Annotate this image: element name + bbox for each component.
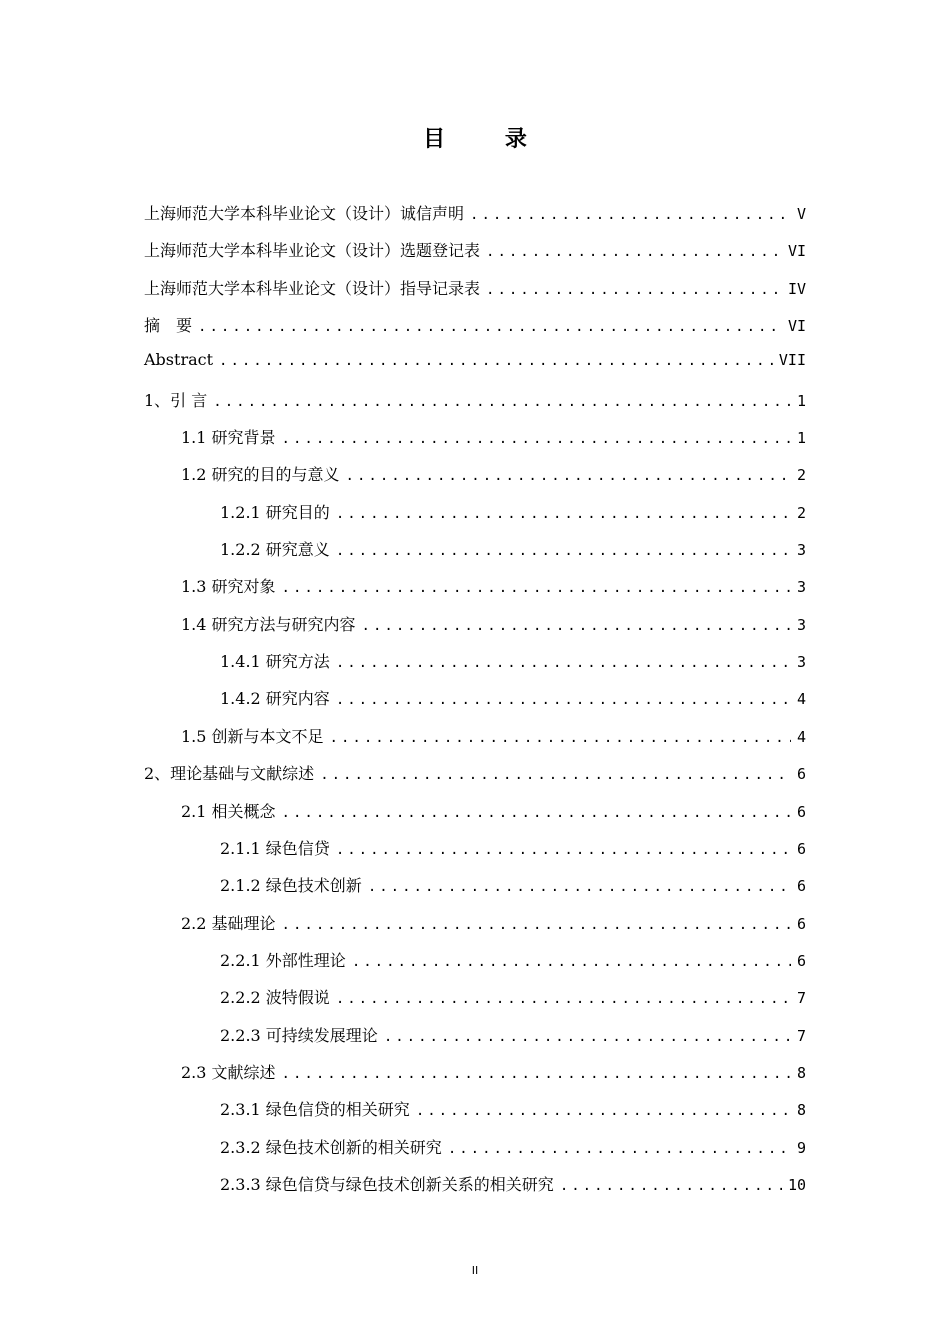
toc-leader-dots [282, 917, 791, 933]
toc-entry-page: 2 [796, 466, 806, 485]
toc-entry[interactable] [144, 1135, 806, 1172]
toc-entry[interactable] [144, 276, 806, 313]
toc-entry-page: 3 [796, 615, 806, 634]
toc-entry-page: 6 [796, 765, 806, 784]
table-of-contents [144, 201, 806, 1209]
toc-leader-dots [336, 506, 791, 522]
toc-entry[interactable] [144, 1023, 806, 1060]
page-number: II [471, 1264, 479, 1277]
toc-entry[interactable] [144, 1172, 806, 1209]
toc-entry[interactable] [144, 537, 806, 574]
toc-entry[interactable] [144, 1097, 806, 1134]
toc-leader-dots [198, 319, 782, 335]
toc-entry-label: 1.2 研究的目的与意义 [181, 465, 340, 485]
toc-leader-dots [282, 805, 791, 821]
toc-entry-page: 3 [796, 653, 806, 672]
toc-leader-dots [346, 468, 791, 484]
toc-leader-dots [352, 954, 791, 970]
toc-leader-dots [320, 767, 791, 783]
toc-leader-dots [486, 244, 782, 260]
toc-entry[interactable] [144, 761, 806, 798]
toc-entry-label: 1.4.1 研究方法 [220, 652, 330, 672]
toc-entry[interactable] [144, 799, 806, 836]
toc-entry-page: 7 [796, 989, 806, 1008]
toc-entry-page: 8 [796, 1063, 806, 1082]
toc-entry[interactable] [144, 350, 806, 387]
toc-entry-page: 2 [796, 503, 806, 522]
toc-entry-page: 1 [796, 429, 806, 448]
toc-entry[interactable] [144, 425, 806, 462]
toc-entry[interactable] [144, 686, 806, 723]
toc-entry-label: 2.1.2 绿色技术创新 [220, 876, 362, 896]
toc-entry-label: 2.3.1 绿色信贷的相关研究 [220, 1100, 410, 1120]
toc-entry[interactable] [144, 649, 806, 686]
toc-leader-dots [336, 692, 791, 708]
toc-entry-label: 1.4.2 研究内容 [220, 689, 330, 709]
toc-entry-label: 上海师范大学本科毕业论文（设计）诚信声明 [144, 204, 465, 223]
toc-leader-dots [282, 580, 791, 596]
toc-entry[interactable] [144, 313, 806, 350]
toc-entry-page: 6 [796, 877, 806, 896]
toc-entry-page: 4 [796, 727, 806, 746]
toc-entry[interactable] [144, 238, 806, 275]
toc-leader-dots [384, 1029, 791, 1045]
toc-leader-dots [368, 879, 791, 895]
toc-entry-page: VI [787, 242, 806, 261]
toc-leader-dots [336, 655, 791, 671]
toc-entry[interactable] [144, 724, 806, 761]
toc-entry-page: 6 [796, 951, 806, 970]
toc-entry-label: 2.2.2 波特假说 [220, 988, 330, 1008]
toc-entry-page: 3 [796, 578, 806, 597]
page-title: 目 录 [423, 126, 553, 152]
toc-leader-dots [448, 1141, 791, 1157]
toc-entry[interactable] [144, 574, 806, 611]
toc-leader-dots [336, 842, 791, 858]
toc-entry-page: 9 [796, 1138, 806, 1157]
toc-entry-label: 上海师范大学本科毕业论文（设计）指导记录表 [144, 278, 481, 298]
toc-leader-dots [486, 282, 782, 298]
toc-entry[interactable] [144, 201, 806, 238]
toc-leader-dots [330, 730, 791, 746]
toc-entry[interactable] [144, 388, 806, 425]
toc-entry[interactable] [144, 462, 806, 499]
toc-entry-label: 1.1 研究背景 [181, 428, 276, 448]
toc-entry-page: 1 [796, 391, 806, 410]
toc-entry-page: 8 [796, 1101, 806, 1120]
toc-leader-dots [362, 618, 791, 634]
toc-entry-label: 2.3.3 绿色信贷与绿色技术创新关系的相关研究 [220, 1174, 554, 1194]
toc-entry-label: 2、理论基础与文献综述 [144, 764, 315, 784]
toc-entry-page: IV [787, 279, 806, 298]
toc-entry-label: 1.5 创新与本文不足 [181, 726, 324, 746]
toc-entry-page: VII [778, 351, 806, 370]
toc-entry-page: 3 [796, 541, 806, 560]
toc-leader-dots [282, 431, 791, 447]
toc-entry-label: 1.2.2 研究意义 [220, 540, 330, 560]
toc-entry-page: 6 [796, 839, 806, 858]
toc-leader-dots [470, 207, 791, 223]
toc-entry[interactable] [144, 1060, 806, 1097]
toc-entry-page: VI [787, 317, 806, 336]
toc-entry[interactable] [144, 500, 806, 537]
toc-leader-dots [336, 991, 791, 1007]
toc-leader-dots [336, 543, 791, 559]
toc-entry-label: 2.1.1 绿色信贷 [220, 838, 330, 858]
toc-entry[interactable] [144, 612, 806, 649]
toc-entry-label: 1.4 研究方法与研究内容 [181, 614, 356, 634]
toc-entry-page: 6 [796, 802, 806, 821]
toc-entry[interactable] [144, 911, 806, 948]
toc-leader-dots [282, 1066, 791, 1082]
toc-leader-dots [560, 1178, 782, 1194]
toc-entry-page: 7 [796, 1026, 806, 1045]
toc-entry-label: Abstract [144, 350, 214, 370]
toc-entry-label: 2.3.2 绿色技术创新的相关研究 [220, 1137, 442, 1157]
toc-entry-label: 上海师范大学本科毕业论文（设计）选题登记表 [144, 241, 481, 261]
toc-entry-page: 10 [787, 1175, 806, 1194]
toc-entry[interactable] [144, 873, 806, 910]
toc-leader-dots [213, 394, 791, 410]
toc-entry-label: 2.3 文献综述 [181, 1062, 276, 1082]
toc-entry[interactable] [144, 948, 806, 985]
toc-entry[interactable] [144, 985, 806, 1022]
toc-entry-label: 摘 要 [144, 316, 193, 336]
toc-entry-label: 1、引 言 [144, 390, 208, 410]
toc-entry-page: 6 [796, 914, 806, 933]
toc-entry-label: 1.2.1 研究目的 [220, 502, 330, 522]
toc-entry[interactable] [144, 836, 806, 873]
toc-entry-label: 2.2.1 外部性理论 [220, 950, 346, 970]
toc-entry-page: 4 [796, 690, 806, 709]
toc-entry-label: 2.2 基础理论 [181, 913, 276, 933]
toc-leader-dots [416, 1103, 791, 1119]
toc-entry-page: V [796, 205, 806, 223]
toc-entry-label: 2.1 相关概念 [181, 801, 276, 821]
toc-entry-label: 1.3 研究对象 [181, 577, 276, 597]
toc-leader-dots [219, 353, 773, 369]
toc-entry-label: 2.2.3 可持续发展理论 [220, 1025, 378, 1045]
